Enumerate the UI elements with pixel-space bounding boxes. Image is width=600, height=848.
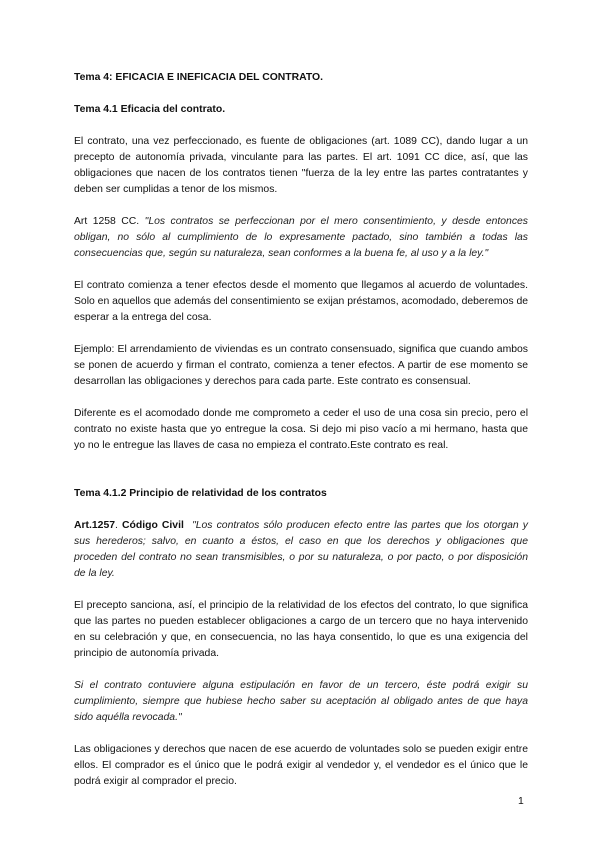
paragraph-2 [74,214,528,262]
paragraph-8: Si el contrato contuviere alguna estipulación en favor de un tercero, éste podrá exigir su cumplimiento, siempre que hubiese hecho saber su aceptación al obligado antes de que haya sido aquélla revocada." [74,680,528,723]
paragraph-9: Las obligaciones y derechos que nacen de ese acuerdo de voluntades solo se pueden exigir entre ellos. El comprador es el único que le podrá exigir al vendedor y, el vendedor es el único que le podrá exigir al comprador el precio. [74,744,528,787]
article-ref-1258: Art 1258 CC. [74,216,145,227]
document-page [74,70,528,790]
code-name: Código Civil [122,520,184,531]
section-heading-4-1-2: Tema 4.1.2 Principio de relatividad de los contratos [74,488,327,499]
article-quote-1257: "Los contratos sólo producen efecto entre las partes que los otorgan y sus herederos; salvo, en cuanto a éstos, el caso en que los derechos y obligaciones que proceden del contrato no sean transmisibles, o por su naturaleza, o por pacto, o por disposición de la ley. [74,520,528,579]
article-ref-1257: Art.1257 [74,520,116,531]
article-quote-1258: "Los contratos se perfeccionan por el mero consentimiento, y desde entonces obligan, no sólo al cumplimiento de lo expresamente pactado, sino también a todas las consecuencias que, según su naturaleza, sean conformes a la buena fe, al uso y a la ley." [74,216,528,259]
paragraph-7: El precepto sanciona, así, el principio de la relatividad de los efectos del contrato, lo que significa que las partes no pueden establecer obligaciones a cargo de un tercero que no haya intervenido en su celebración y que, en consecuencia, no las haya consentido, lo que es una exigencia del principio de autonomía privada. [74,600,528,659]
paragraph-3: El contrato comienza a tener efectos desde el momento que llegamos al acuerdo de voluntades. Solo en aquellos que además del consentimiento se exijan préstamos, acomodado, deberemos de esperar a la entrega del cosa. [74,280,529,323]
paragraph-4: Ejemplo: El arrendamiento de viviendas es un contrato consensuado, significa que cuando ambos se ponen de acuerdo y firman el contrato, comienza a tener efectos. A partir de ese momento se desarrollan las obligaciones y derechos para cada parte. Este contrato es consensual. [74,344,528,387]
paragraph-5: Diferente es el acomodado donde me comprometo a ceder el uso de una cosa sin precio, pero el contrato no existe hasta que yo entregue la cosa. Si dejo mi piso vacío a mi hermano, hasta que yo no le entregue las llaves de casa no empieza el contrato.Este contrato es real. [74,408,528,451]
section-heading-4-1: Tema 4.1 Eficacia del contrato. [74,104,226,115]
paragraph-6 [74,518,528,582]
document-title: Tema 4: EFICACIA E INEFICACIA DEL CONTRATO. [74,72,324,83]
paragraph-1: El contrato, una vez perfeccionado, es fuente de obligaciones (art. 1089 CC), dando lugar a un precepto de autonomía privada, vinculante para las partes. El art. 1091 CC dice, así, que las obligaciones que nacen de los contratos tienen "fuerza de la ley entre las partes contratantes y deben ser cumplidas a tenor de los mismos. [74,136,528,195]
page-number: 1 [518,796,524,807]
article-separator: . [115,520,123,531]
